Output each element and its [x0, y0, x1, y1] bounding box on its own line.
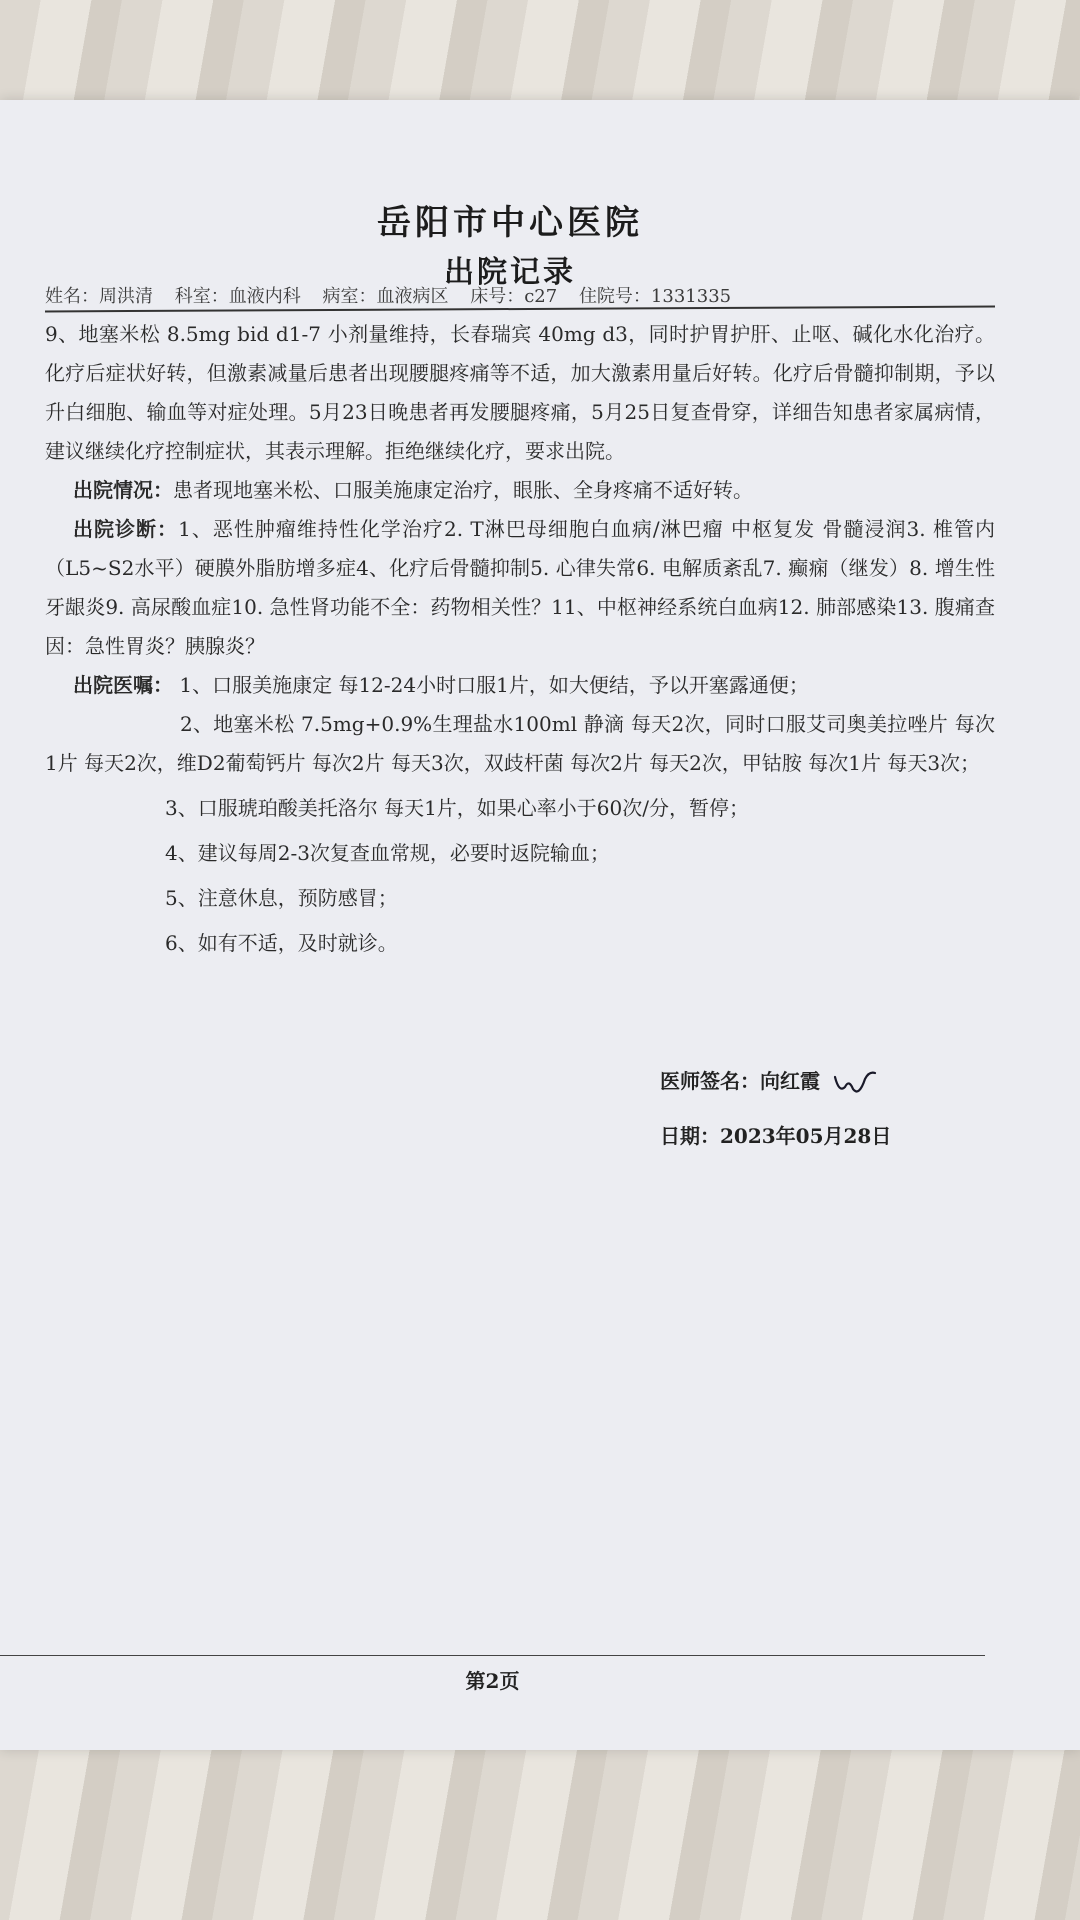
- signature-block: [660, 1065, 891, 1172]
- advice-item-3: 3、口服琥珀酸美托洛尔 每天1片，如果心率小于60次/分，暂停；: [165, 796, 749, 820]
- page-number: 第2页: [465, 1669, 520, 1693]
- advice-item-2: 2、地塞米松 7.5mg+0.9%生理盐水100ml 静滴 每天2次，同时口服艾司奥美拉唑片 每次1片 每天2次，维D2葡萄钙片 每次2片 每天3次，双歧杆菌 每次2片 每天2次，甲钴胺 每次1片 每天3次；: [45, 712, 995, 775]
- admission-number: 住院号：1331335: [578, 286, 732, 307]
- discharge-status: [45, 471, 995, 510]
- advice-item-4: 4、建议每周2-3次复查血常规，必要时返院输血；: [165, 841, 610, 865]
- diagnosis-text: 1、恶性肿瘤维持性化学治疗2. T淋巴母细胞白血病/淋巴瘤 中枢复发 骨髓浸润3. 椎管内（L5~S2水平）硬膜外脂肪增多症4、化疗后骨髓抑制5. 心律失常6. 电解质紊乱7. 癫痫（继发）8. 增生性牙龈炎9. 高尿酸血症10. 急性肾功能不全：药物相关性？11、中枢神经系统白血病12. 肺部感染13. 腹痛查因：急性胃炎？胰腺炎？: [45, 517, 996, 658]
- doctor-signature-label: 医师签名：向红霞: [660, 1069, 820, 1093]
- discharge-advice-first: [45, 666, 995, 705]
- diagnosis-label: 出院诊断：: [73, 517, 179, 541]
- advice-item-5: 5、注意休息，预防感冒；: [165, 886, 398, 910]
- patient-department: 科室：血液内科: [174, 286, 301, 307]
- handwritten-signature-icon: [833, 1069, 877, 1097]
- record-title: 出院记录: [444, 255, 576, 290]
- advice-label: 出院医嘱：: [73, 673, 173, 697]
- background-fabric-bottom: [0, 1740, 1080, 1920]
- hospital-name: 岳阳市中心医院: [377, 203, 643, 243]
- discharge-status-text: 患者现地塞米松、口服美施康定治疗，眼胀、全身疼痛不适好转。: [173, 478, 753, 502]
- treatment-course: 9、地塞米松 8.5mg bid d1-7 小剂量维持，长春瑞宾 40mg d3，同时护胃护肝、止呕、碱化水化治疗。化疗后症状好转，但激素减量后患者出现腰腿疼痛等不适，加大激素用量后好转。化疗后骨髓抑制期，予以升白细胞、输血等对症处理。5月23日晚患者再发腰腿疼痛，5月25日复查骨穿，详细告知患者家属病情，建议继续化疗控制症状，其表示理解。拒绝继续化疗，要求出院。: [45, 322, 995, 463]
- patient-ward: 病室：血液病区: [322, 286, 449, 307]
- record-body: [45, 315, 995, 963]
- discharge-record-sheet: [0, 100, 1080, 1750]
- patient-name: 姓名：周洪清: [45, 286, 153, 307]
- patient-header: [45, 282, 995, 308]
- advice-item-1: 1、口服美施康定 每12-24小时口服1片，如大便结，予以开塞露通便；: [179, 673, 809, 697]
- signature-row: [660, 1065, 891, 1097]
- signature-date: 日期：2023年05月28日: [660, 1123, 892, 1148]
- advice-item-6: 6、如有不适，及时就诊。: [165, 931, 398, 955]
- footer-divider: [0, 1655, 985, 1656]
- patient-bed: 床号：c27: [470, 286, 558, 307]
- discharge-status-label: 出院情况：: [73, 478, 173, 502]
- discharge-diagnosis: [45, 510, 995, 666]
